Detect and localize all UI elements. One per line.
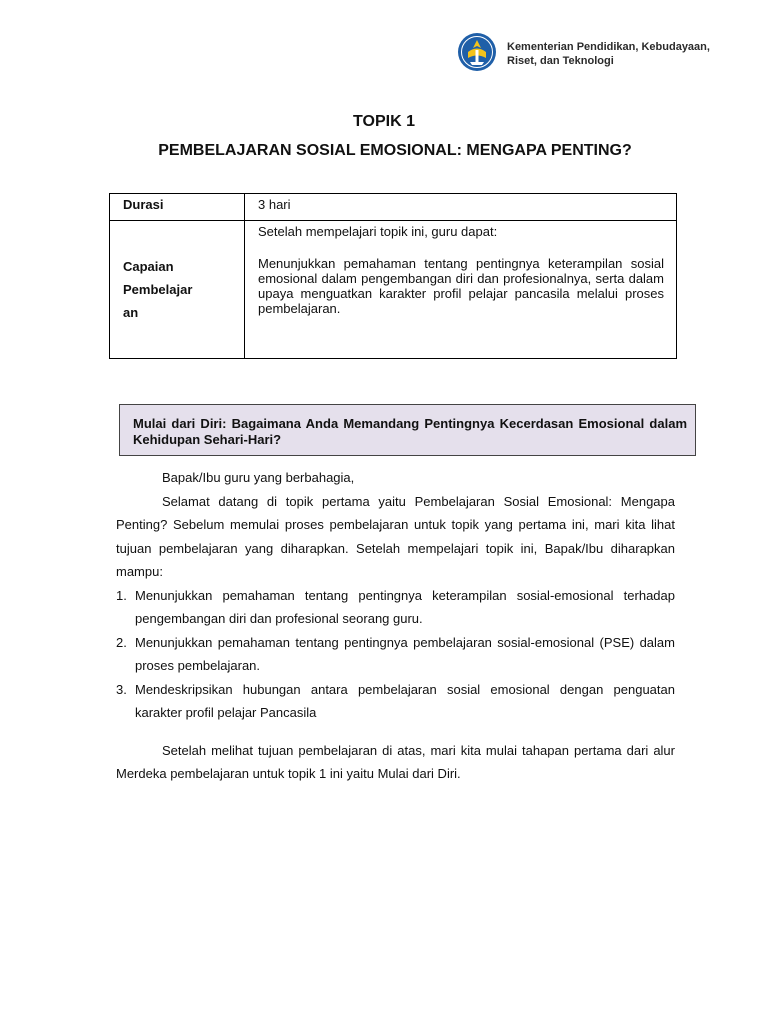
goal-text: Menunjukkan pemahaman tentang pentingnya pembelajaran sosial-emosional (PSE) dalam proses pembelajaran. <box>135 634 675 673</box>
goal-number: 1. <box>116 587 127 603</box>
intro-paragraph: Selamat datang di topik pertama yaitu Pembelajaran Sosial Emosional: Mengapa Penting? Sebelum memulai proses pembelajaran untuk topik yang pertama ini, mari kita lihat tujuan pembelajaran yang diharapkan. Setelah mempelajari topik ini, Bapak/Ibu diharapkan mampu: <box>116 493 675 579</box>
callout-text: Mulai dari Diri: Bagaimana Anda Memandang Pentingnya Kecerdasan Emosional dalam Kehidupan Sehari-Hari? <box>133 416 687 447</box>
goal-number: 3. <box>116 681 127 697</box>
learning-outcome-row <box>110 221 677 359</box>
start-from-self-callout <box>119 404 696 456</box>
learning-outcome-intro: Setelah mempelajari topik ini, guru dapat: <box>258 224 498 239</box>
duration-row <box>110 194 677 221</box>
learning-goals-list <box>116 584 675 725</box>
goal-text: Mendeskripsikan hubungan antara pembelajaran sosial emosional dengan penguatan karakter profil pelajar Pancasila <box>135 681 675 720</box>
goal-text: Menunjukkan pemahaman tentang pentingnya keterampilan sosial-emosional terhadap pengembangan diri dan profesional seorang guru. <box>135 587 675 626</box>
ministry-line-2: Riset, dan Teknologi <box>507 55 614 67</box>
list-item <box>116 678 675 725</box>
learning-outcome-label-line-3: an <box>123 305 139 320</box>
document-title: PEMBELAJARAN SOSIAL EMOSIONAL: MENGAPA PENTING? <box>158 142 632 159</box>
goal-number: 2. <box>116 634 127 650</box>
ministry-name <box>507 40 747 68</box>
body-text <box>116 466 675 786</box>
learning-outcome-value <box>245 221 677 359</box>
info-table <box>109 193 677 359</box>
greeting: Bapak/Ibu guru yang berbahagia, <box>162 470 355 485</box>
closing-paragraph: Setelah melihat tujuan pembelajaran di atas, mari kita mulai tahapan pertama dari alur Merdeka pembelajaran untuk topik 1 ini yaitu Mulai dari Diri. <box>116 742 675 781</box>
topic-heading: TOPIK 1 <box>353 113 415 130</box>
duration-label: Durasi <box>110 194 245 221</box>
ministry-line-1: Kementerian Pendidikan, Kebudayaan, <box>507 41 710 53</box>
list-item <box>116 631 675 678</box>
learning-outcome-label <box>110 221 245 359</box>
list-item <box>116 584 675 631</box>
learning-outcome-label-line-1: Capaian <box>123 259 174 274</box>
learning-outcome-label-line-2: Pembelajar <box>123 282 193 297</box>
tut-wuri-handayani-logo <box>457 32 497 72</box>
duration-value: 3 hari <box>245 194 677 221</box>
learning-outcome-text: Menunjukkan pemahaman tentang pentingnya keterampilan sosial emosional dalam pengembangan diri dan profesionalnya, serta dalam upaya menguatkan karakter profil pelajar pancasila melalui proses pembelajaran. <box>258 256 664 316</box>
